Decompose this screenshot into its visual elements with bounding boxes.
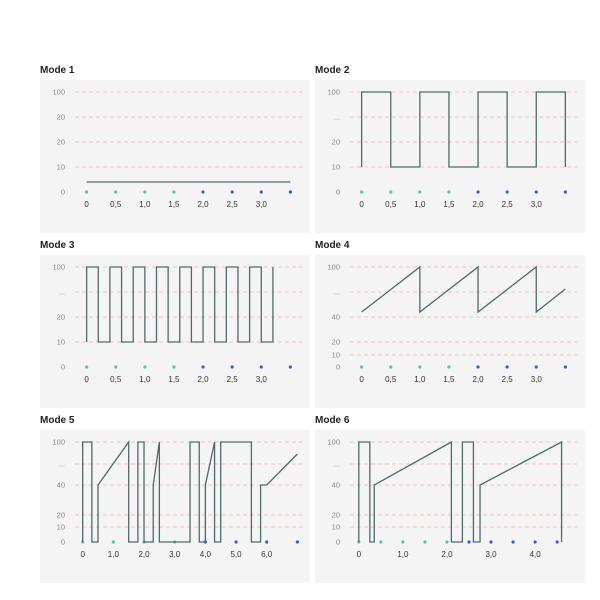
y-tick-label: 20 (331, 510, 340, 520)
axis-marker (467, 540, 470, 543)
chart-panel-4 (315, 240, 585, 425)
x-tick-label: 0 (84, 200, 89, 209)
chart-title: Mode 1 (40, 65, 75, 76)
axis-marker (506, 190, 509, 193)
axis-marker (556, 540, 559, 543)
x-tick-label: 1,5 (443, 200, 455, 209)
x-tick-label: 3,0 (530, 200, 542, 209)
y-tick-label: 0 (60, 537, 65, 547)
y-tick-label: 20 (56, 312, 65, 322)
y-tick-label: 100 (52, 437, 65, 447)
axis-marker (265, 540, 268, 543)
x-tick-label: 1,0 (107, 550, 119, 559)
x-tick-label: 0,5 (385, 200, 397, 209)
y-tick-label: 0 (60, 187, 65, 197)
y-tick-label: 100 (52, 262, 65, 272)
y-tick-label: 40 (331, 480, 340, 490)
y-tick-label: 20 (56, 137, 65, 147)
y-tick-label: 10 (331, 350, 340, 360)
x-tick-label: 2,0 (472, 200, 484, 209)
x-tick-label: 1,0 (414, 375, 426, 384)
x-tick-label: 3,0 (169, 550, 181, 559)
axis-marker (360, 365, 363, 368)
y-tick-label: 40 (331, 312, 340, 322)
axis-marker (289, 365, 292, 368)
axis-marker (201, 365, 204, 368)
axis-marker (114, 365, 117, 368)
x-tick-label: 0 (356, 550, 362, 559)
x-tick-label: 0,5 (385, 375, 397, 384)
x-tick-label: 3,0 (485, 550, 497, 559)
x-tick-label: 1,0 (139, 200, 151, 209)
axis-marker (143, 365, 146, 368)
axis-marker (260, 190, 263, 193)
axis-marker (476, 365, 479, 368)
x-tick-label: 6,0 (261, 550, 273, 559)
y-tick-label: ... (58, 459, 65, 469)
x-tick-label: 0,5 (110, 375, 122, 384)
x-tick-label: 1,5 (168, 200, 180, 209)
x-tick-label: 2,0 (197, 375, 209, 384)
axis-marker (506, 365, 509, 368)
line-chart (40, 255, 310, 425)
x-tick-label: 1,5 (168, 375, 180, 384)
y-tick-label: ... (333, 459, 340, 469)
y-tick-label: ... (58, 287, 65, 297)
x-tick-label: 1,0 (414, 200, 426, 209)
axis-marker (201, 190, 204, 193)
x-tick-label: 3,0 (255, 375, 267, 384)
y-tick-label: 100 (52, 87, 65, 97)
axis-marker (172, 365, 175, 368)
axis-marker (231, 190, 234, 193)
axis-marker (535, 190, 538, 193)
axis-marker (143, 190, 146, 193)
axis-marker (114, 190, 117, 193)
y-tick-label: 20 (56, 510, 65, 520)
y-tick-label: 20 (331, 137, 340, 147)
axis-marker (476, 190, 479, 193)
axis-marker (85, 190, 88, 193)
axis-marker (289, 190, 292, 193)
x-tick-label: 5,0 (230, 550, 242, 559)
x-tick-label: 0 (84, 375, 89, 384)
x-tick-label: 1,0 (139, 375, 151, 384)
chart-background (40, 430, 310, 583)
y-tick-label: ... (333, 287, 340, 297)
axis-marker (172, 190, 175, 193)
axis-marker (260, 365, 263, 368)
axis-marker (489, 540, 492, 543)
x-tick-label: 0 (359, 375, 364, 384)
axis-marker (401, 540, 404, 543)
y-tick-label: 10 (331, 522, 340, 532)
chart-background (315, 80, 585, 233)
chart-panel-5 (40, 415, 310, 600)
axis-marker (535, 365, 538, 368)
y-tick-label: 10 (331, 162, 340, 172)
y-tick-label: 0 (60, 362, 65, 372)
x-tick-label: 4,0 (529, 550, 541, 559)
y-tick-label: 40 (56, 480, 65, 490)
y-tick-label: 10 (56, 162, 65, 172)
x-tick-label: 0 (80, 550, 85, 559)
y-tick-label: 100 (327, 437, 340, 447)
chart-title: Mode 6 (315, 415, 350, 426)
line-chart (315, 255, 585, 425)
axis-marker (418, 365, 421, 368)
x-tick-label: 2,5 (501, 200, 513, 209)
x-tick-label: 0 (359, 200, 364, 209)
y-tick-label: 20 (331, 337, 340, 347)
axis-marker (534, 540, 537, 543)
x-tick-label: 2,5 (501, 375, 513, 384)
y-tick-label: 10 (56, 522, 65, 532)
axis-marker (564, 190, 567, 193)
y-tick-label: 100 (327, 262, 340, 272)
chart-background (315, 255, 585, 408)
axis-marker (389, 365, 392, 368)
axis-marker (447, 365, 450, 368)
x-tick-label: 1,5 (443, 375, 455, 384)
x-tick-label: 2,0 (472, 375, 484, 384)
axis-marker (445, 540, 448, 543)
axis-marker (389, 190, 392, 193)
chart-panel-1 (40, 65, 310, 250)
x-tick-label: 2,5 (226, 200, 238, 209)
y-tick-label: 0 (335, 187, 340, 197)
chart-title: Mode 5 (40, 415, 75, 426)
y-tick-label: ... (333, 112, 340, 122)
chart-title: Mode 2 (315, 65, 350, 76)
chart-panel-3 (40, 240, 310, 425)
axis-marker (564, 365, 567, 368)
axis-marker (234, 540, 237, 543)
axis-marker (511, 540, 514, 543)
chart-panel-2 (315, 65, 585, 250)
chart-background (40, 80, 310, 233)
y-tick-label: 10 (56, 337, 65, 347)
axis-marker (360, 190, 363, 193)
axis-marker (447, 190, 450, 193)
line-chart (40, 430, 310, 600)
axis-marker (423, 540, 426, 543)
line-chart (40, 80, 310, 250)
axis-marker (231, 365, 234, 368)
axis-marker (296, 540, 299, 543)
x-tick-label: 2,0 (441, 550, 453, 559)
axis-marker (379, 540, 382, 543)
x-tick-label: 4,0 (199, 550, 211, 559)
axis-marker (418, 190, 421, 193)
chart-panel-6 (315, 415, 585, 600)
x-tick-label: 3,0 (255, 200, 267, 209)
chart-title: Mode 4 (315, 240, 350, 251)
y-tick-label: 100 (327, 87, 340, 97)
x-tick-label: 1,0 (397, 550, 409, 559)
x-tick-label: 0,5 (110, 200, 122, 209)
axis-marker (112, 540, 115, 543)
y-tick-label: 20 (56, 112, 65, 122)
axis-marker (85, 365, 88, 368)
line-chart (315, 80, 585, 250)
y-tick-label: 0 (335, 537, 340, 547)
x-tick-label: 2,0 (197, 200, 209, 209)
x-tick-label: 2,0 (138, 550, 150, 559)
y-tick-label: 0 (335, 362, 340, 372)
chart-background (315, 430, 585, 583)
x-tick-label: 3,0 (530, 375, 542, 384)
chart-title: Mode 3 (40, 240, 75, 251)
chart-background (40, 255, 310, 408)
x-tick-label: 2,5 (226, 375, 238, 384)
line-chart (315, 430, 585, 600)
